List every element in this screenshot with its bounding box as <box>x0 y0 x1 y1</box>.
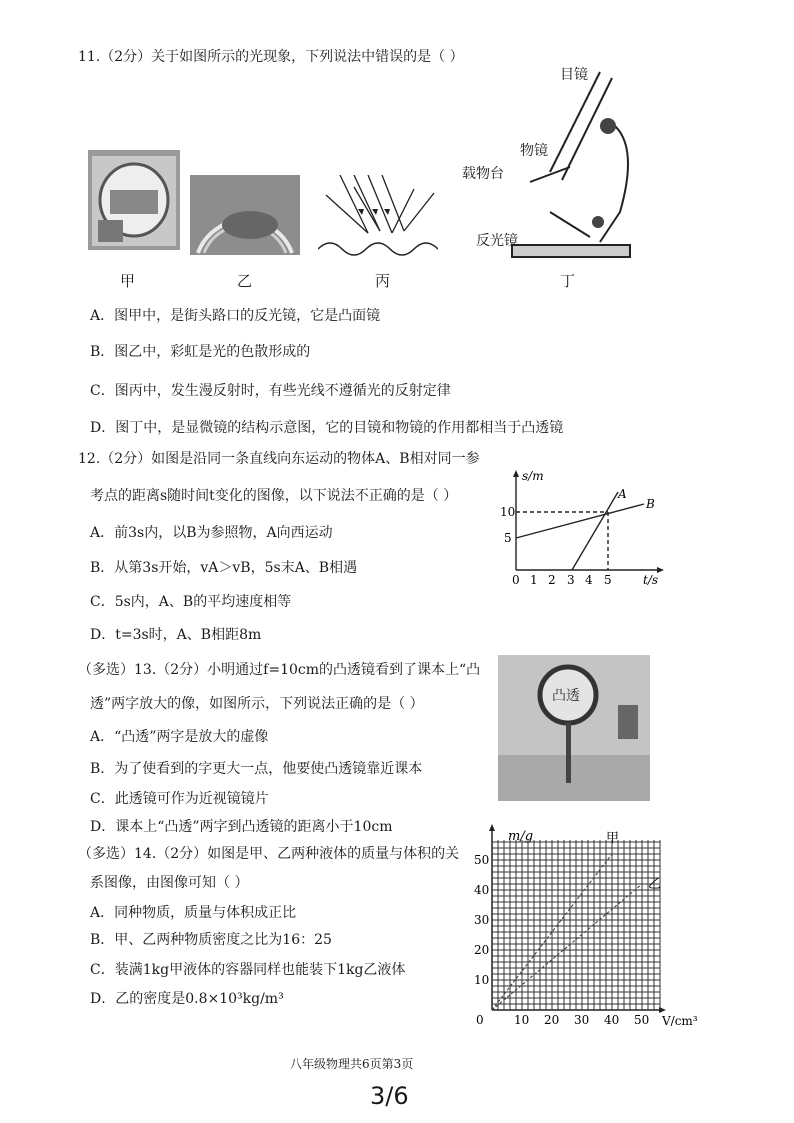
stage-label: 载物台 <box>462 166 504 182</box>
series-yi-line <box>492 884 642 1010</box>
q12-xtick-5: 5 <box>604 573 612 586</box>
q12-option-b: B．从第3s开始，vA＞vB，5s末A、B相遇 <box>90 560 358 576</box>
q11-fig-yi <box>190 175 300 255</box>
q12-xtick-2: 2 <box>548 573 556 586</box>
q13-option-d: D．课本上“凸透”两字到凸透镜的距离小于10cm <box>90 819 393 835</box>
q12-xtick-0: 0 <box>512 573 520 586</box>
q11-option-c: C．图丙中，发生漫反射时，有些光线不遵循光的反射定律 <box>90 383 451 399</box>
q12-option-c: C．5s内，A、B的平均速度相等 <box>90 594 292 610</box>
lens-magnified-text: 凸透 <box>552 688 580 704</box>
mirror-label: 反光镜 <box>476 233 518 249</box>
q14-stem-line1: （多选）14.（2分）如图是甲、乙两种液体的质量与体积的关 <box>78 846 460 862</box>
q12-xtick-3: 3 <box>567 573 575 586</box>
q14-option-d: D．乙的密度是0.8×10³kg/m³ <box>90 991 284 1007</box>
q11-fig-bing <box>318 175 438 265</box>
q14-option-b: B．甲、乙两种物质密度之比为16：25 <box>90 932 332 948</box>
page-footer: 八年级物理共6页第3页 <box>290 1057 414 1071</box>
q14-xtick-20: 20 <box>544 1013 560 1027</box>
q14-origin: 0 <box>476 1013 484 1027</box>
q11-option-d: D．图丁中，是显微镜的结构示意图，它的目镜和物镜的作用都相当于凸透镜 <box>90 420 564 436</box>
q14-ylabel: m/g <box>508 829 534 844</box>
fig-label-yi: 乙 <box>237 272 253 290</box>
q13-stem-line2: 透”两字放大的像，如图所示，下列说法正确的是（ ） <box>90 696 424 712</box>
q12-label-a: A <box>618 487 627 501</box>
q12-ylabel: s/m <box>522 469 544 483</box>
fig-label-jia: 甲 <box>120 272 136 290</box>
q11-option-b: B．图乙中，彩虹是光的色散形成的 <box>90 344 311 360</box>
series-jia-label: 甲 <box>606 831 620 846</box>
q14-ytick-20: 20 <box>474 943 490 957</box>
q13-lens-photo <box>498 655 650 801</box>
series-yi-label: 乙 <box>648 877 662 892</box>
q14-option-a: A．同种物质，质量与体积成正比 <box>90 905 297 921</box>
eyepiece-label: 目镜 <box>560 67 588 83</box>
q14-ytick-40: 40 <box>474 883 490 897</box>
fig-label-ding: 丁 <box>560 272 576 290</box>
q14-option-c: C．装满1kg甲液体的容器同样也能装下1kg乙液体 <box>90 962 406 978</box>
q14-xtick-40: 40 <box>604 1013 620 1027</box>
fig-label-bing: 丙 <box>375 272 391 290</box>
q12-st-graph <box>500 468 670 586</box>
q12-option-a: A．前3s内，以B为参照物，A向西运动 <box>90 525 333 541</box>
q14-xtick-50: 50 <box>634 1013 650 1027</box>
q12-stem-line2: 考点的距离s随时间t变化的图像，以下说法不正确的是（ ） <box>90 488 458 504</box>
q13-option-c: C．此透镜可作为近视镜镜片 <box>90 791 269 807</box>
q12-xlabel: t/s <box>643 573 659 586</box>
q11-option-a: A．图甲中，是街头路口的反光镜，它是凸面镜 <box>90 308 381 324</box>
q12-xtick-1: 1 <box>530 573 538 586</box>
page-number: 3/6 <box>370 1082 409 1110</box>
q12-ytick-10: 10 <box>500 505 516 519</box>
q12-stem-line1: 12.（2分）如图是沿同一条直线向东运动的物体A、B相对同一参 <box>78 451 480 467</box>
q13-stem-line1: （多选）13.（2分）小明通过f=10cm的凸透镜看到了课本上“凸 <box>78 662 481 678</box>
q13-option-a: A．“凸透”两字是放大的虚像 <box>90 729 269 745</box>
q13-option-b: B．为了使看到的字更大一点，他要使凸透镜靠近课本 <box>90 761 423 777</box>
q14-ytick-10: 10 <box>474 973 490 987</box>
q14-xlabel: V/cm³ <box>662 1014 698 1028</box>
q14-xtick-30: 30 <box>574 1013 590 1027</box>
q11-stem: 11.（2分）关于如图所示的光现象，下列说法中错误的是（ ） <box>78 49 464 65</box>
objective-label: 物镜 <box>520 143 548 159</box>
q11-fig-ding <box>500 62 640 267</box>
q12-option-d: D．t=3s时，A、B相距8m <box>90 627 262 643</box>
q12-xtick-4: 4 <box>585 573 593 586</box>
q14-mv-graph <box>470 820 710 1030</box>
q14-ytick-30: 30 <box>474 913 490 927</box>
q12-ytick-5: 5 <box>504 531 512 545</box>
q14-stem-line2: 系图像，由图像可知（ ） <box>90 875 249 891</box>
q11-fig-jia <box>88 150 180 250</box>
q12-label-b: B <box>646 497 655 511</box>
q14-ytick-50: 50 <box>474 853 490 867</box>
q14-xtick-10: 10 <box>514 1013 530 1027</box>
